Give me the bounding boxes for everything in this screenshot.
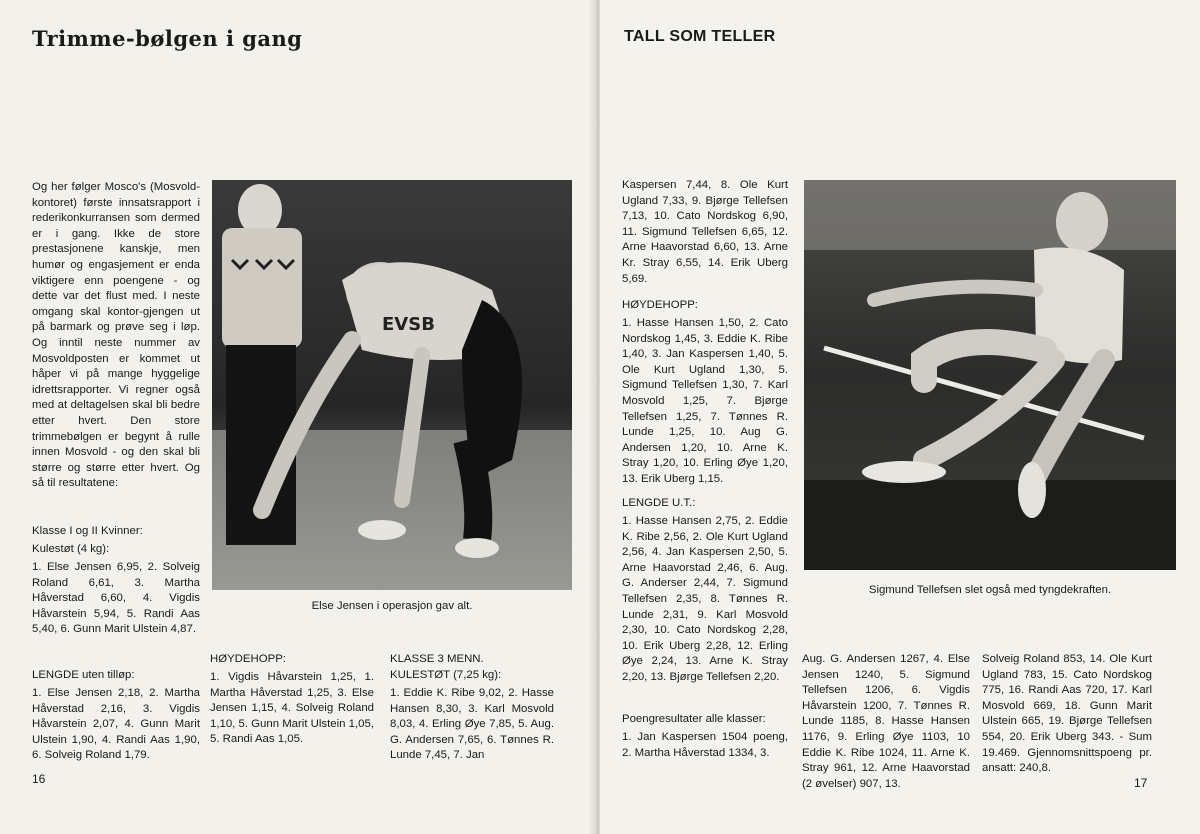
lengde-heading: LENGDE uten tilløp: [32, 669, 135, 681]
kulestot2-heading: KULESTØT (7,25 kg): [390, 669, 502, 681]
lengde-results: 1. Else Jensen 2,18, 2. Martha Håverstad 2,16, 3. Vigdis Håvarstein 2,07, 4. Gunn Marit Ulstein 1,90, 4. Randi Aas 1,90, 6. Solveig Roland 1,79. [32, 687, 200, 762]
right-page [600, 0, 1200, 834]
photo-else-jensen [212, 180, 572, 590]
intro-paragraph: Og her følger Mosco's (Mosvold-kontoret) første innsatsrapport i rederikonkurransen som dermed er i gang. Ikke de store prestasjonene kanskje, men humør og engasjement er enda viktigere enn poengene - og dette var det flust med. I neste omgang skal kontor-gjengen ut på barmark og prøve seg i løp. Og inntil neste nummer av Mosvoldposten er kommet ut håper vi på mange hyggelige idrettsrapporter. Vi regner også med at deltagelsen skal bli bedre etter hvert. Den store trimmebølgen er begynt å rulle innen Mosvold - og den skal bli større og større etter hvert. Og så til resultatene: [32, 181, 200, 490]
hoydehopp-results-right: 1. Hasse Hansen 1,50, 2. Cato Nordskog 1,45, 3. Eddie K. Ribe 1,40, 3. Jan Kaspersen 1,40, 5. Ole Kurt Ugland 1,30, 5. Sigmund Tellefsen 1,30, 7. Karl Mosvold 1,25, 7. Bjørge Tellefsen 1,25, 7. Tønnes R. Lunde 1,25, 10. Aug G. Andersen 1,20, 10. Arne K. Stray 1,20, 10. Erling Øye 1,20, 13. Erik Uberg 1,15. [622, 317, 788, 485]
kulestot2-results: 1. Eddie K. Ribe 9,02, 2. Hasse Hansen 8,30, 3. Karl Mosvold 8,03, 4. Erling Øye 7,85, 5. Aug. G. Andersen 7,65, 6. Tønnes R. Lunde 7,45, 7. Jan [390, 687, 554, 762]
poeng-results-start: 1. Jan Kaspersen 1504 poeng, 2. Martha Håverstad 1334, 3. [622, 731, 788, 759]
page-number-right: 17 [1134, 776, 1148, 790]
left-photo-caption: Else Jensen i operasjon gav alt. [311, 600, 473, 612]
poeng-column-2: Aug. G. Andersen 1267, 4. Else Jensen 1240, 5. Sigmund Tellefsen 1206, 6. Vigdis Håvarstein 1200, 7. Tønnes R. Lunde 1185, 8. Hasse Hansen 1176, 9. Erling Øye 1103, 10 Eddie K. Ribe 1024, 11. Arne K. Stray 961, 12. Arne Haavorstad (2 øvelser) 907, 13. [802, 653, 970, 790]
shirt-lettering: EVSB [382, 314, 435, 335]
left-page-title: Trimme-bølgen i gang [32, 26, 303, 51]
hoydehopp-heading-left: HØYDEHOPP: [210, 653, 286, 665]
kulestot-continued: Kaspersen 7,44, 8. Ole Kurt Ugland 7,33, 9. Bjørge Tellefsen 7,13, 10. Cato Nordskog 6,90, 11. Sigmund Tellefsen 6,65, 12. Arne Haavorstad 6,60, 13. Arne Kr. Stray 6,55, 14. Erik Uberg 5,69. [622, 179, 788, 285]
poeng-column-3: Solveig Roland 853, 14. Ole Kurt Ugland 783, 15. Cato Nordskog 775, 16. Randi Aas 720, 17. Karl Mosvold 669, 18. Gunn Marit Ulstein 665, 19. Bjørge Tellefsen 554, 20. Erik Uberg 343. - Sum 19.469. Gjennomsnittspoeng pr. ansatt: 240,8. [982, 653, 1152, 775]
poeng-heading: Poengresultater alle klasser: [622, 713, 766, 725]
hoydehopp-heading-right: HØYDEHOPP: [622, 299, 698, 311]
page-number-left: 16 [32, 772, 46, 786]
lengde-ut-heading: LENGDE U.T.: [622, 497, 696, 509]
klasse3-heading: KLASSE 3 MENN. [390, 653, 484, 665]
photo-sigmund-tellefsen [804, 180, 1176, 570]
lengde-ut-results: 1. Hasse Hansen 2,75, 2. Eddie K. Ribe 2,56, 2. Ole Kurt Ugland 2,56, 4. Jan Kaspersen 2,50, 5. Arne Haavorstad 2,46, 6. Aug. G. Anderser 2,44, 7. Sigmund Tellefsen 2,35, 8. Tønnes R. Lunde 2,31, 9. Karl Mosvold 2,30, 10. Cato Nordskog 2,28, 10. Erik Uberg 2,28, 12. Erling Øye 2,24, 13. Arne K. Stray 2,20, 13. Bjørge Tellefsen 2,20. [622, 515, 788, 683]
kulestot-results: 1. Else Jensen 6,95, 2. Solveig Roland 6,61, 3. Martha Håverstad 6,60, 4. Vigdis Håvarstein 5,94, 5. Randi Aas 5,40, 6. Gunn Marit Ulstein 4,87. [32, 561, 200, 636]
klasse-heading: Klasse I og II Kvinner: [32, 525, 143, 537]
kulestot-heading: Kulestøt (4 kg): [32, 543, 110, 555]
right-page-title: TALL SOM TELLER [624, 28, 776, 45]
right-photo-caption: Sigmund Tellefsen slet også med tyngdekraften. [868, 584, 1112, 596]
left-page [0, 0, 596, 834]
hoydehopp-results-left: 1. Vigdis Håvarstein 1,25, 1. Martha Håverstad 1,25, 3. Else Jensen 1,15, 4. Solveig Roland 1,10, 5. Gunn Marit Ulstein 1,05, 5. Randi Aas 1,05. [210, 671, 374, 746]
